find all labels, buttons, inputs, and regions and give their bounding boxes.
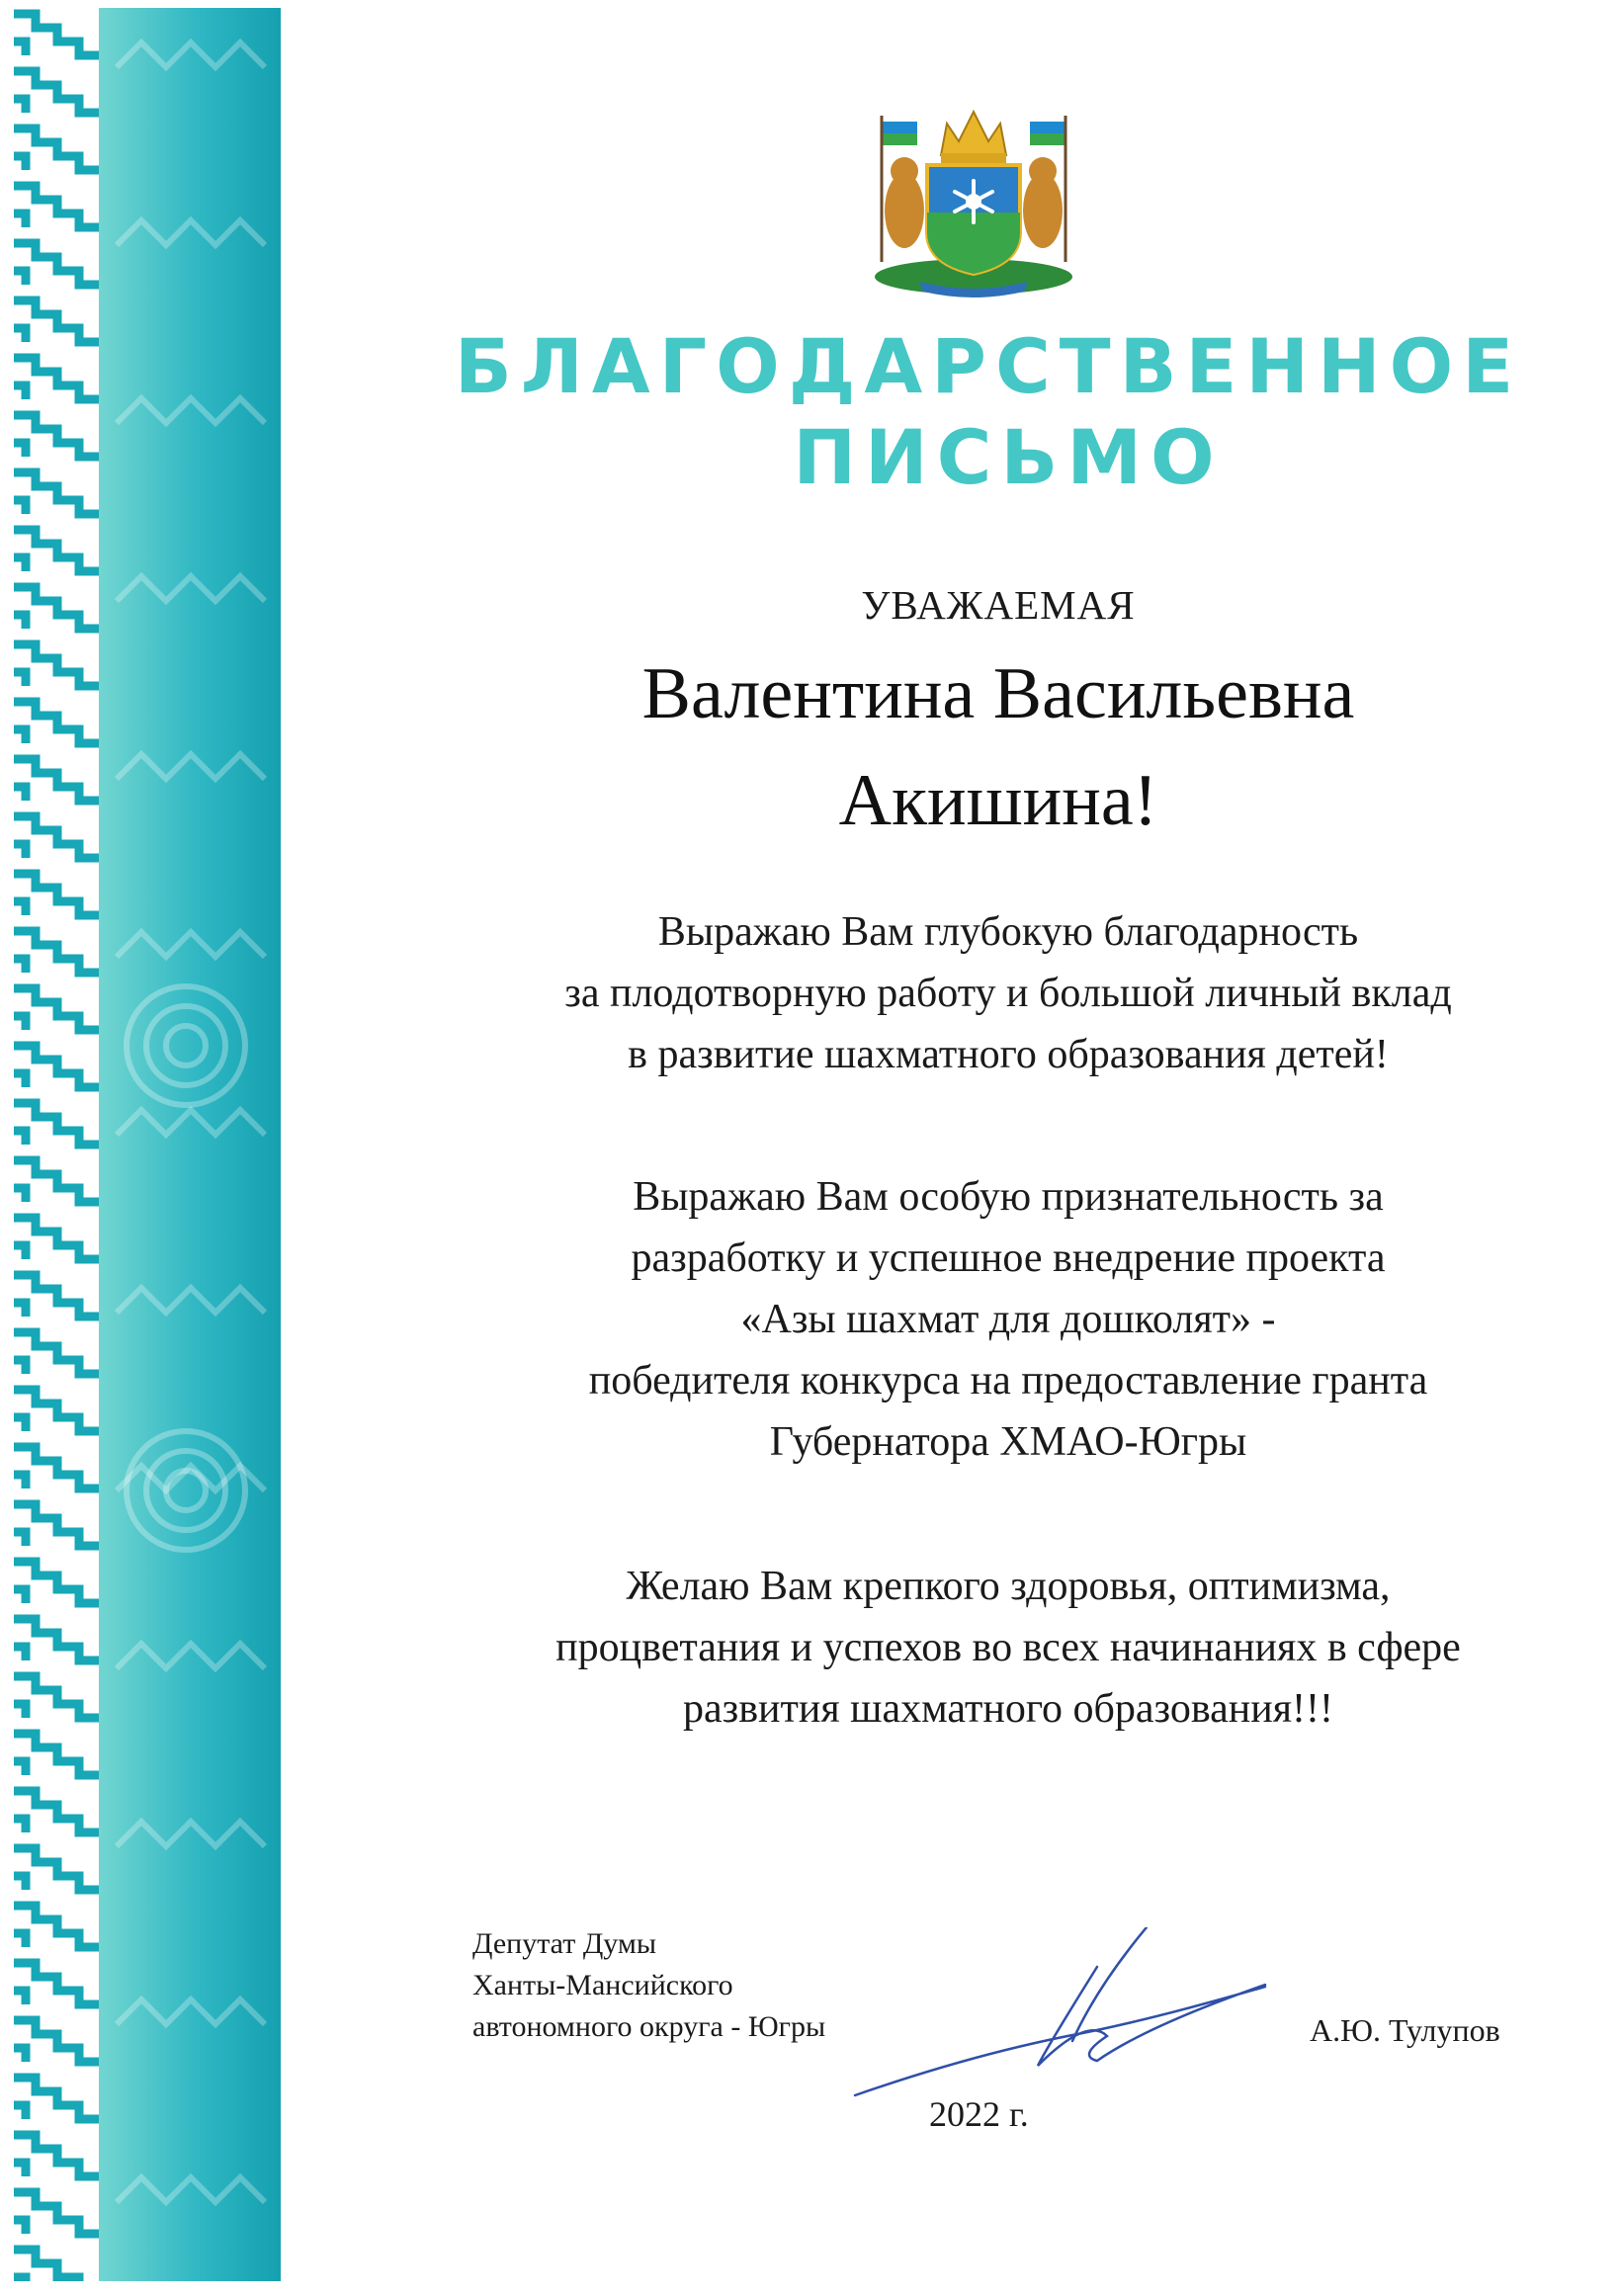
paragraph-line: Выражаю Вам глубокую благодарность — [657, 909, 1359, 955]
signer-title — [472, 1923, 825, 2048]
paragraph-line: в развитие шахматного образования детей! — [628, 1032, 1389, 1077]
paragraph-line: «Азы шахмат для дошколят» - — [740, 1297, 1276, 1342]
signer-line: Ханты-Мансийского — [472, 1969, 733, 2001]
salutation: УВАЖАЕМАЯ — [861, 582, 1136, 628]
paragraph-line: победителя конкурса на предоставление гранта — [588, 1358, 1428, 1403]
recipient-name-line2: Акишина! — [838, 760, 1158, 841]
signer-line: Депутат Думы — [472, 1927, 657, 1960]
document-year: 2022 г. — [929, 2094, 1029, 2134]
document-title-line1: БЛАГОДАРСТВЕННОЕ — [454, 322, 1523, 410]
recipient-name-line1: Валентина Васильевна — [641, 653, 1355, 734]
appreciation-paragraph — [415, 1166, 1601, 1473]
coat-of-arms-emblem — [860, 94, 1087, 311]
document-title-line2: ПИСЬМО — [793, 413, 1224, 501]
gratitude-paragraph — [415, 901, 1601, 1085]
wishes-paragraph — [415, 1556, 1601, 1740]
paragraph-line: Выражаю Вам особую признательность за — [633, 1174, 1384, 1220]
coat-of-arms-icon — [860, 94, 1087, 311]
signer-name: А.Ю. Тулупов — [1310, 2012, 1500, 2048]
ornamental-border — [8, 8, 281, 2281]
paragraph-line: разработку и успешное внедрение проекта — [631, 1235, 1386, 1281]
paragraph-line: Губернатора ХМАО-Югры — [769, 1419, 1247, 1465]
paragraph-line: развития шахматного образования!!! — [682, 1686, 1334, 1732]
signer-line: автономного округа - Югры — [472, 2010, 826, 2043]
paragraph-line: за плодотворную работу и большой личный вклад — [564, 971, 1452, 1016]
paragraph-line: процветания и успехов во всех начинаниях в сфере — [555, 1625, 1461, 1670]
paragraph-line: Желаю Вам крепкого здоровья, оптимизма, — [626, 1564, 1391, 1609]
handwritten-signature-icon — [850, 1927, 1324, 2105]
ornament-pattern-icon — [8, 8, 281, 2281]
